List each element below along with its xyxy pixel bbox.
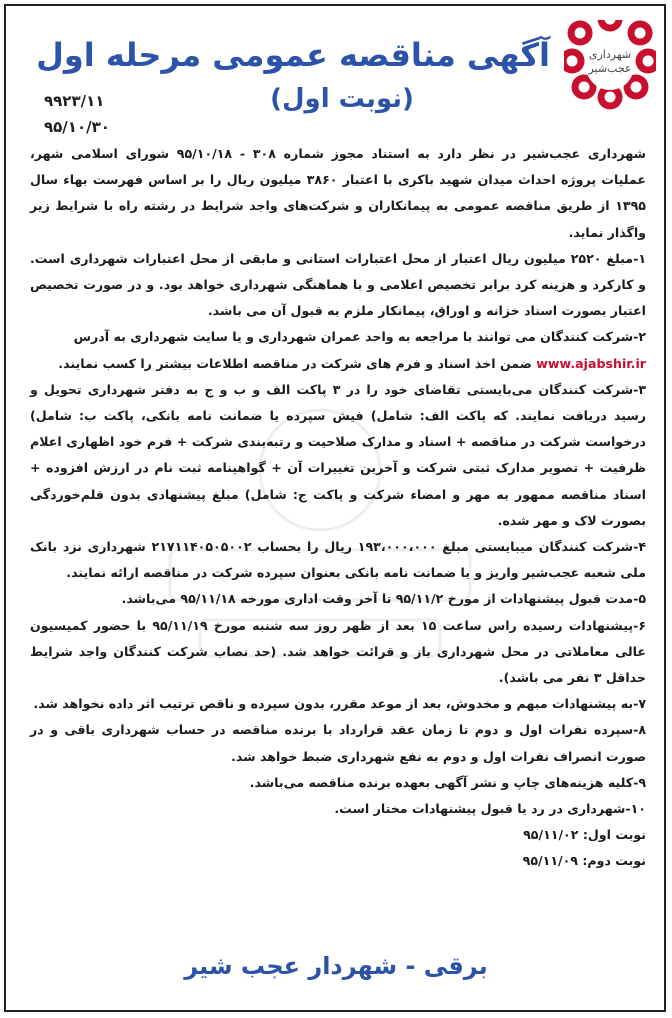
notice-body [30, 141, 646, 875]
clause-2-text-continued: ضمن اخذ اسناد و فرم های شرکت در مناقصه اطلاعات بیشتر را کسب نمایند. [58, 355, 532, 371]
logo-text-line1: شهرداری [588, 48, 632, 61]
reference-date: ۹۵/۱۰/۳۰ [44, 118, 110, 136]
clause-10: ۱۰-شهرداری در رد یا قبول پیشنهادات مختار است. [334, 801, 646, 817]
notice-first-date: نوبت اول: ۹۵/۱۱/۰۲ [523, 827, 646, 843]
logo-text [572, 48, 648, 76]
clause-9: ۹-کلیه هزینه‌های چاپ و نشر آگهی بعهده برنده مناقصه می‌باشد. [249, 774, 646, 790]
clause-7: ۷-به پیشنهادات مبهم و مخدوش، بعد از موعد مقرر، بدون سپرده و ناقص ترتیب اثر داده نخواهد شد. [33, 696, 646, 712]
clause-5: ۵-مدت قبول پیشنهادات از مورخ ۹۵/۱۱/۲ تا آخر وقت اداری مورخه ۹۵/۱۱/۱۸ می‌باشد. [121, 591, 646, 607]
logo-text-line2: عجب‌شیر [588, 62, 632, 75]
municipality-website-link[interactable]: www.ajabshir.ir [536, 355, 646, 371]
clause-3: ۳-شرکت کنندگان می‌بایستی تقاضای خود را در ۳ پاکت الف و ب و ج به دفتر شهرداری تحویل و رسید دریافت نمایند. که پاکت الف: شامل) فیش سپرده یا ضمانت نامه بانکی، پاکت ب: شامل) درخواست شرکت در مناقصه + اسناد و مدارک صلاحیت و رتبه‌بندی شرکت + فرم خود اظهاری اعلام ظرفیت + تصویر مدارک ثبتی شرکت و آخرین تغییرات آن + گواهینامه ثبت نام در ارزش افزوده + اسناد مناقصه ممهور به مهر و امضاء شرکت و پاکت ج: شامل) مبلغ پیشنهادی بدون قلم‌خوردگی بصورت لاک و مهر شده. [30, 381, 646, 528]
notice-second-date: نوبت دوم: ۹۵/۱۱/۰۹ [522, 853, 646, 869]
clause-2 [30, 324, 646, 376]
reference-block [44, 88, 164, 140]
clause-2-text: ۲-شرکت کنندگان می توانند با مراجعه به واحد عمران شهرداری و یا سایت شهرداری به آدرس [73, 329, 646, 345]
notice-subtitle: (نوبت اول) [270, 84, 414, 114]
mayor-signature: برقی - شهردار عجب شیر [184, 952, 488, 980]
clause-6: ۶-پیشنهادات رسیده راس ساعت ۱۵ بعد از ظهر روز سه شنبه مورخ ۹۵/۱۱/۱۹ با حضور کمیسیون عالی معاملاتی در محل شهرداری باز و قرائت خواهد شد. (حد نصاب شرکت کنندگان واجد شرایط حداقل ۳ نفر می باشد). [30, 617, 646, 686]
clause-8: ۸-سپرده نفرات اول و دوم تا زمان عقد قرارداد با برنده مناقصه در حساب شهرداری باقی و در صورت انصراف نفرات اول و دوم به نفع شهرداری ضبط خواهد شد. [30, 722, 646, 764]
clause-4: ۴-شرکت کنندگان میبایستی مبلغ ۱۹۳،۰۰۰،۰۰۰ ریال را بحساب ۲۱۷۱۱۴۰۵۰۵۰۰۲ شهرداری نزد بانک ملی شعبه عجب‌شیر واریز و یا ضمانت نامه بانکی بعنوان سپرده شرکت در مناقصه ارائه نمایند. [30, 539, 646, 581]
intro-paragraph: شهرداری عجب‌شیر در نظر دارد به استناد مجوز شماره ۳۰۸ - ۹۵/۱۰/۱۸ شورای اسلامی شهر، عملیات پروژه احداث میدان شهید باکری با اعتبار ۳۸۶۰ میلیون ریال را بر اساس فهرست بهاء سال ۱۳۹۵ از طریق مناقصه عمومی به پیمانکاران و شرکت‌های واجد شرایط در رشته راه با شرایط زیر واگذار نماید. [30, 146, 646, 240]
notice-title: آگهی مناقصه عمومی مرحله اول [36, 36, 550, 74]
reference-number: ۹۹۲۳/۱۱ [44, 92, 105, 110]
clause-1: ۱-مبلغ ۲۵۲۰ میلیون ریال اعتبار از محل اعتبارات استانی و مابقی از محل اعتبارات شهرداری است. و کارکرد و هزینه کرد برابر تخصیص اعلامی و با هماهنگی شهرداری خواهد بود. و در صورت تخصیص اعتبار بصورت اسناد خزانه و اوراق، پیمانکار ملزم به قبول آن می باشد. [30, 250, 646, 319]
